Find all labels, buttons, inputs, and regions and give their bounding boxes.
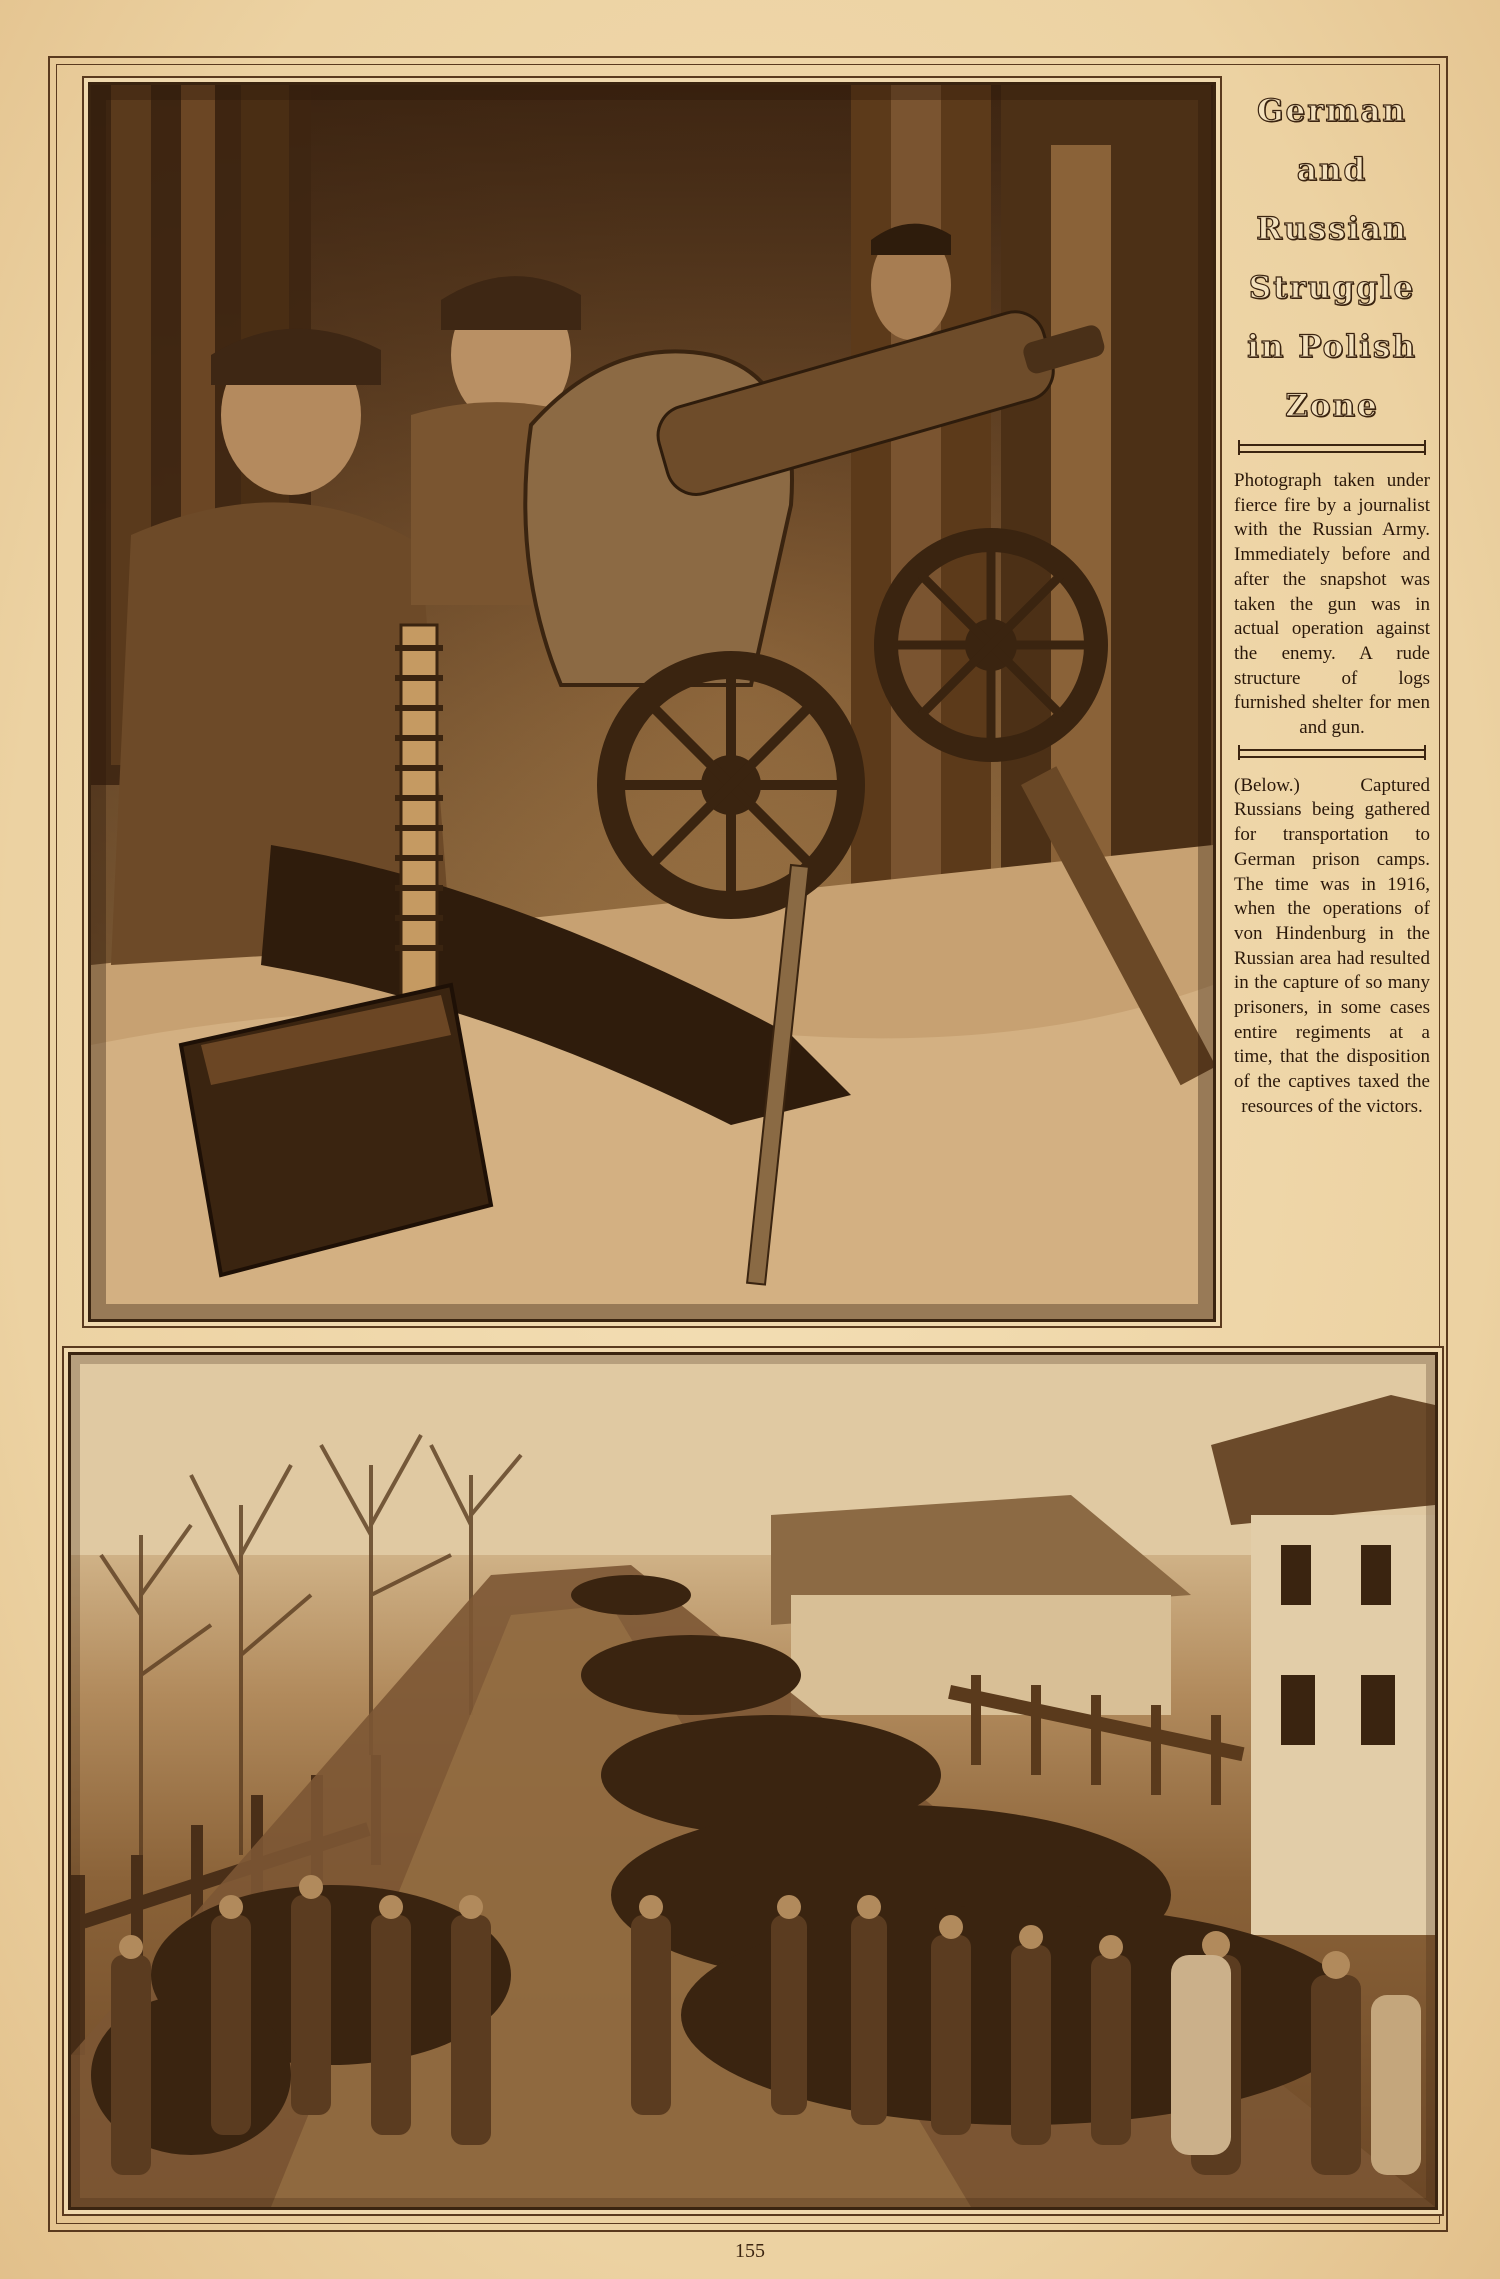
- headline-line-3: Russian: [1256, 211, 1408, 247]
- caption-bottom-photo: (Below.) Captured Russians being gathered for transportation to German prison camps. The time was in 1916, when the operations of von Hindenburg in the Russian area had resulted in the capture of so many prisoners, in some cases entire regiments at a time, that the disposition of the captives taxed the resources of the victors.: [1234, 774, 1430, 1117]
- machine-gun-illustration: [91, 85, 1213, 1319]
- caption-divider: [1238, 749, 1426, 758]
- headline-line-1: German: [1257, 93, 1407, 129]
- prisoners-illustration: [71, 1355, 1435, 2207]
- headline: [1232, 82, 1432, 436]
- headline-line-4: Struggle: [1248, 270, 1416, 306]
- headline-line-6: Zone: [1285, 388, 1379, 424]
- headline-line-2: and: [1296, 152, 1368, 188]
- sidebar-text-column: [1232, 82, 1432, 1120]
- machine-gun-photo: [88, 82, 1216, 1322]
- headline-line-5: in Polish: [1247, 329, 1417, 365]
- headline-divider: [1238, 444, 1426, 453]
- page-number: 155: [735, 2240, 765, 2262]
- prisoners-photo: [68, 1352, 1438, 2210]
- caption-top-photo: Photograph taken under fierce fire by a journalist with the Russian Army. Immediately before and after the snapshot was taken the gun was in actual operation against the enemy. A rude structure of logs furnished shelter for men and gun.: [1234, 470, 1430, 739]
